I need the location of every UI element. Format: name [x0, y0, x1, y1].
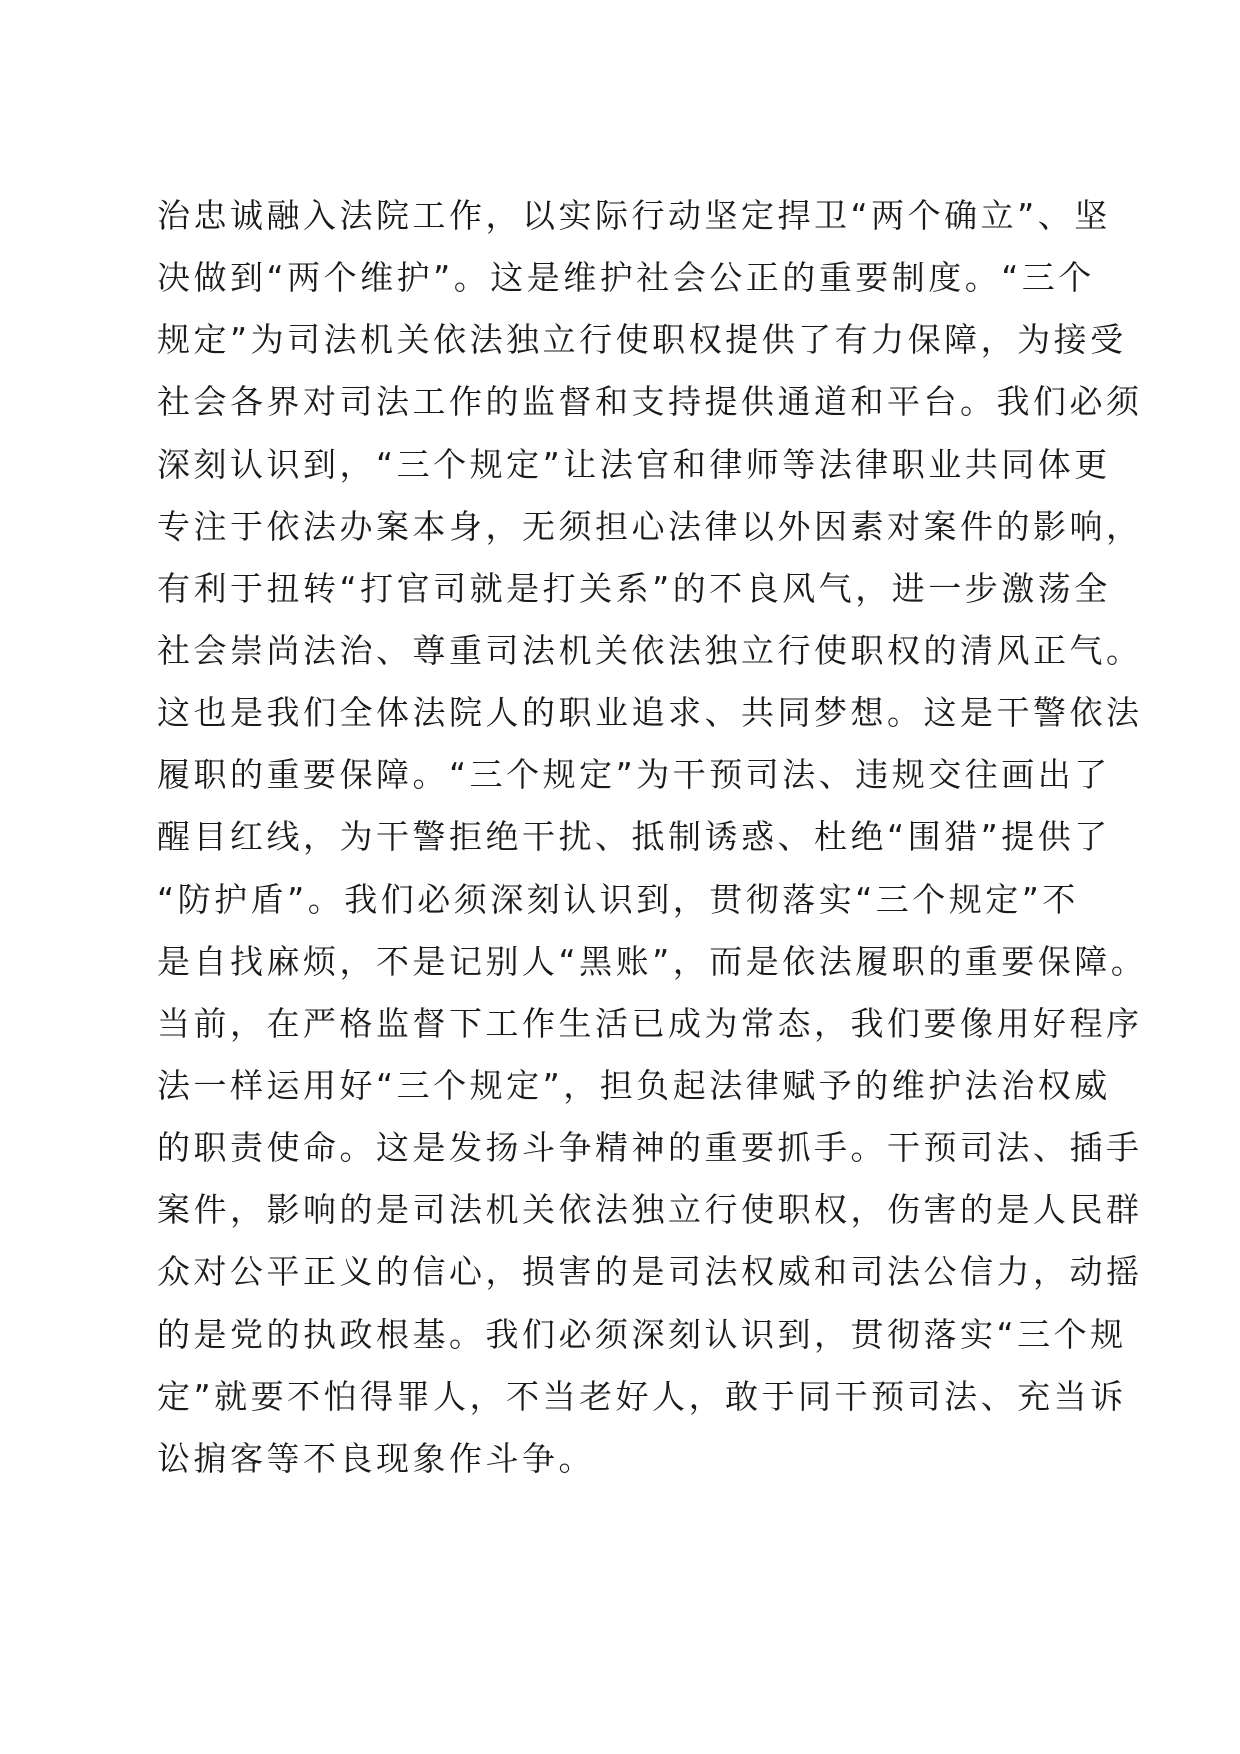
body-text — [157, 186, 1157, 1491]
text-line: 有利于扭转“打官司就是打关系”的不良风气，进一步激荡全 — [157, 568, 1111, 608]
text-line: 社会崇尚法治、尊重司法机关依法独立行使职权的清风正气。 — [157, 630, 1143, 670]
text-line: 决做到“两个维护”。这是维护社会公正的重要制度。“三个 — [157, 258, 1095, 298]
text-line: 众对公平正义的信心，损害的是司法权威和司法公信力，动摇 — [157, 1252, 1143, 1292]
text-line: 规定”为司法机关依法独立行使职权提供了有力保障，为接受 — [157, 320, 1127, 360]
text-line: 醒目红线，为干警拒绝干扰、抵制诱惑、杜绝“围猎”提供了 — [157, 817, 1111, 857]
text-line: 治忠诚融入法院工作，以实际行动坚定捍卫“两个确立”、坚 — [157, 196, 1111, 235]
text-line: 讼掮客等不良现象作斗争。 — [157, 1438, 595, 1478]
text-line: 当前，在严格监督下工作生活已成为常态，我们要像用好程序 — [157, 1003, 1143, 1043]
text-line: 的是党的执政根基。我们必须深刻认识到，贯彻落实“三个规 — [157, 1314, 1127, 1354]
text-line: 的职责使命。这是发扬斗争精神的重要抓手。干预司法、插手 — [157, 1128, 1143, 1168]
text-line: 定”就要不怕得罪人，不当老好人，敢于同干预司法、充当诉 — [157, 1376, 1127, 1416]
text-line: 履职的重要保障。“三个规定”为干预司法、违规交往画出了 — [157, 755, 1111, 795]
text-line: 这也是我们全体法院人的职业追求、共同梦想。这是干警依法 — [157, 693, 1143, 733]
text-line: “防护盾”。我们必须深刻认识到，贯彻落实“三个规定”不 — [157, 879, 1079, 919]
text-line: 社会各界对司法工作的监督和支持提供通道和平台。我们必须 — [157, 382, 1143, 422]
text-line: 法一样运用好“三个规定”，担负起法律赋予的维护法治权威 — [157, 1065, 1111, 1105]
text-line: 专注于依法办案本身，无须担心法律以外因素对案件的影响， — [157, 506, 1143, 546]
text-line: 是自找麻烦，不是记别人“黑账”，而是依法履职的重要保障。 — [157, 941, 1148, 981]
text-line: 案件，影响的是司法机关依法独立行使职权，伤害的是人民群 — [157, 1190, 1143, 1230]
text-line: 深刻认识到，“三个规定”让法官和律师等法律职业共同体更 — [157, 444, 1111, 484]
